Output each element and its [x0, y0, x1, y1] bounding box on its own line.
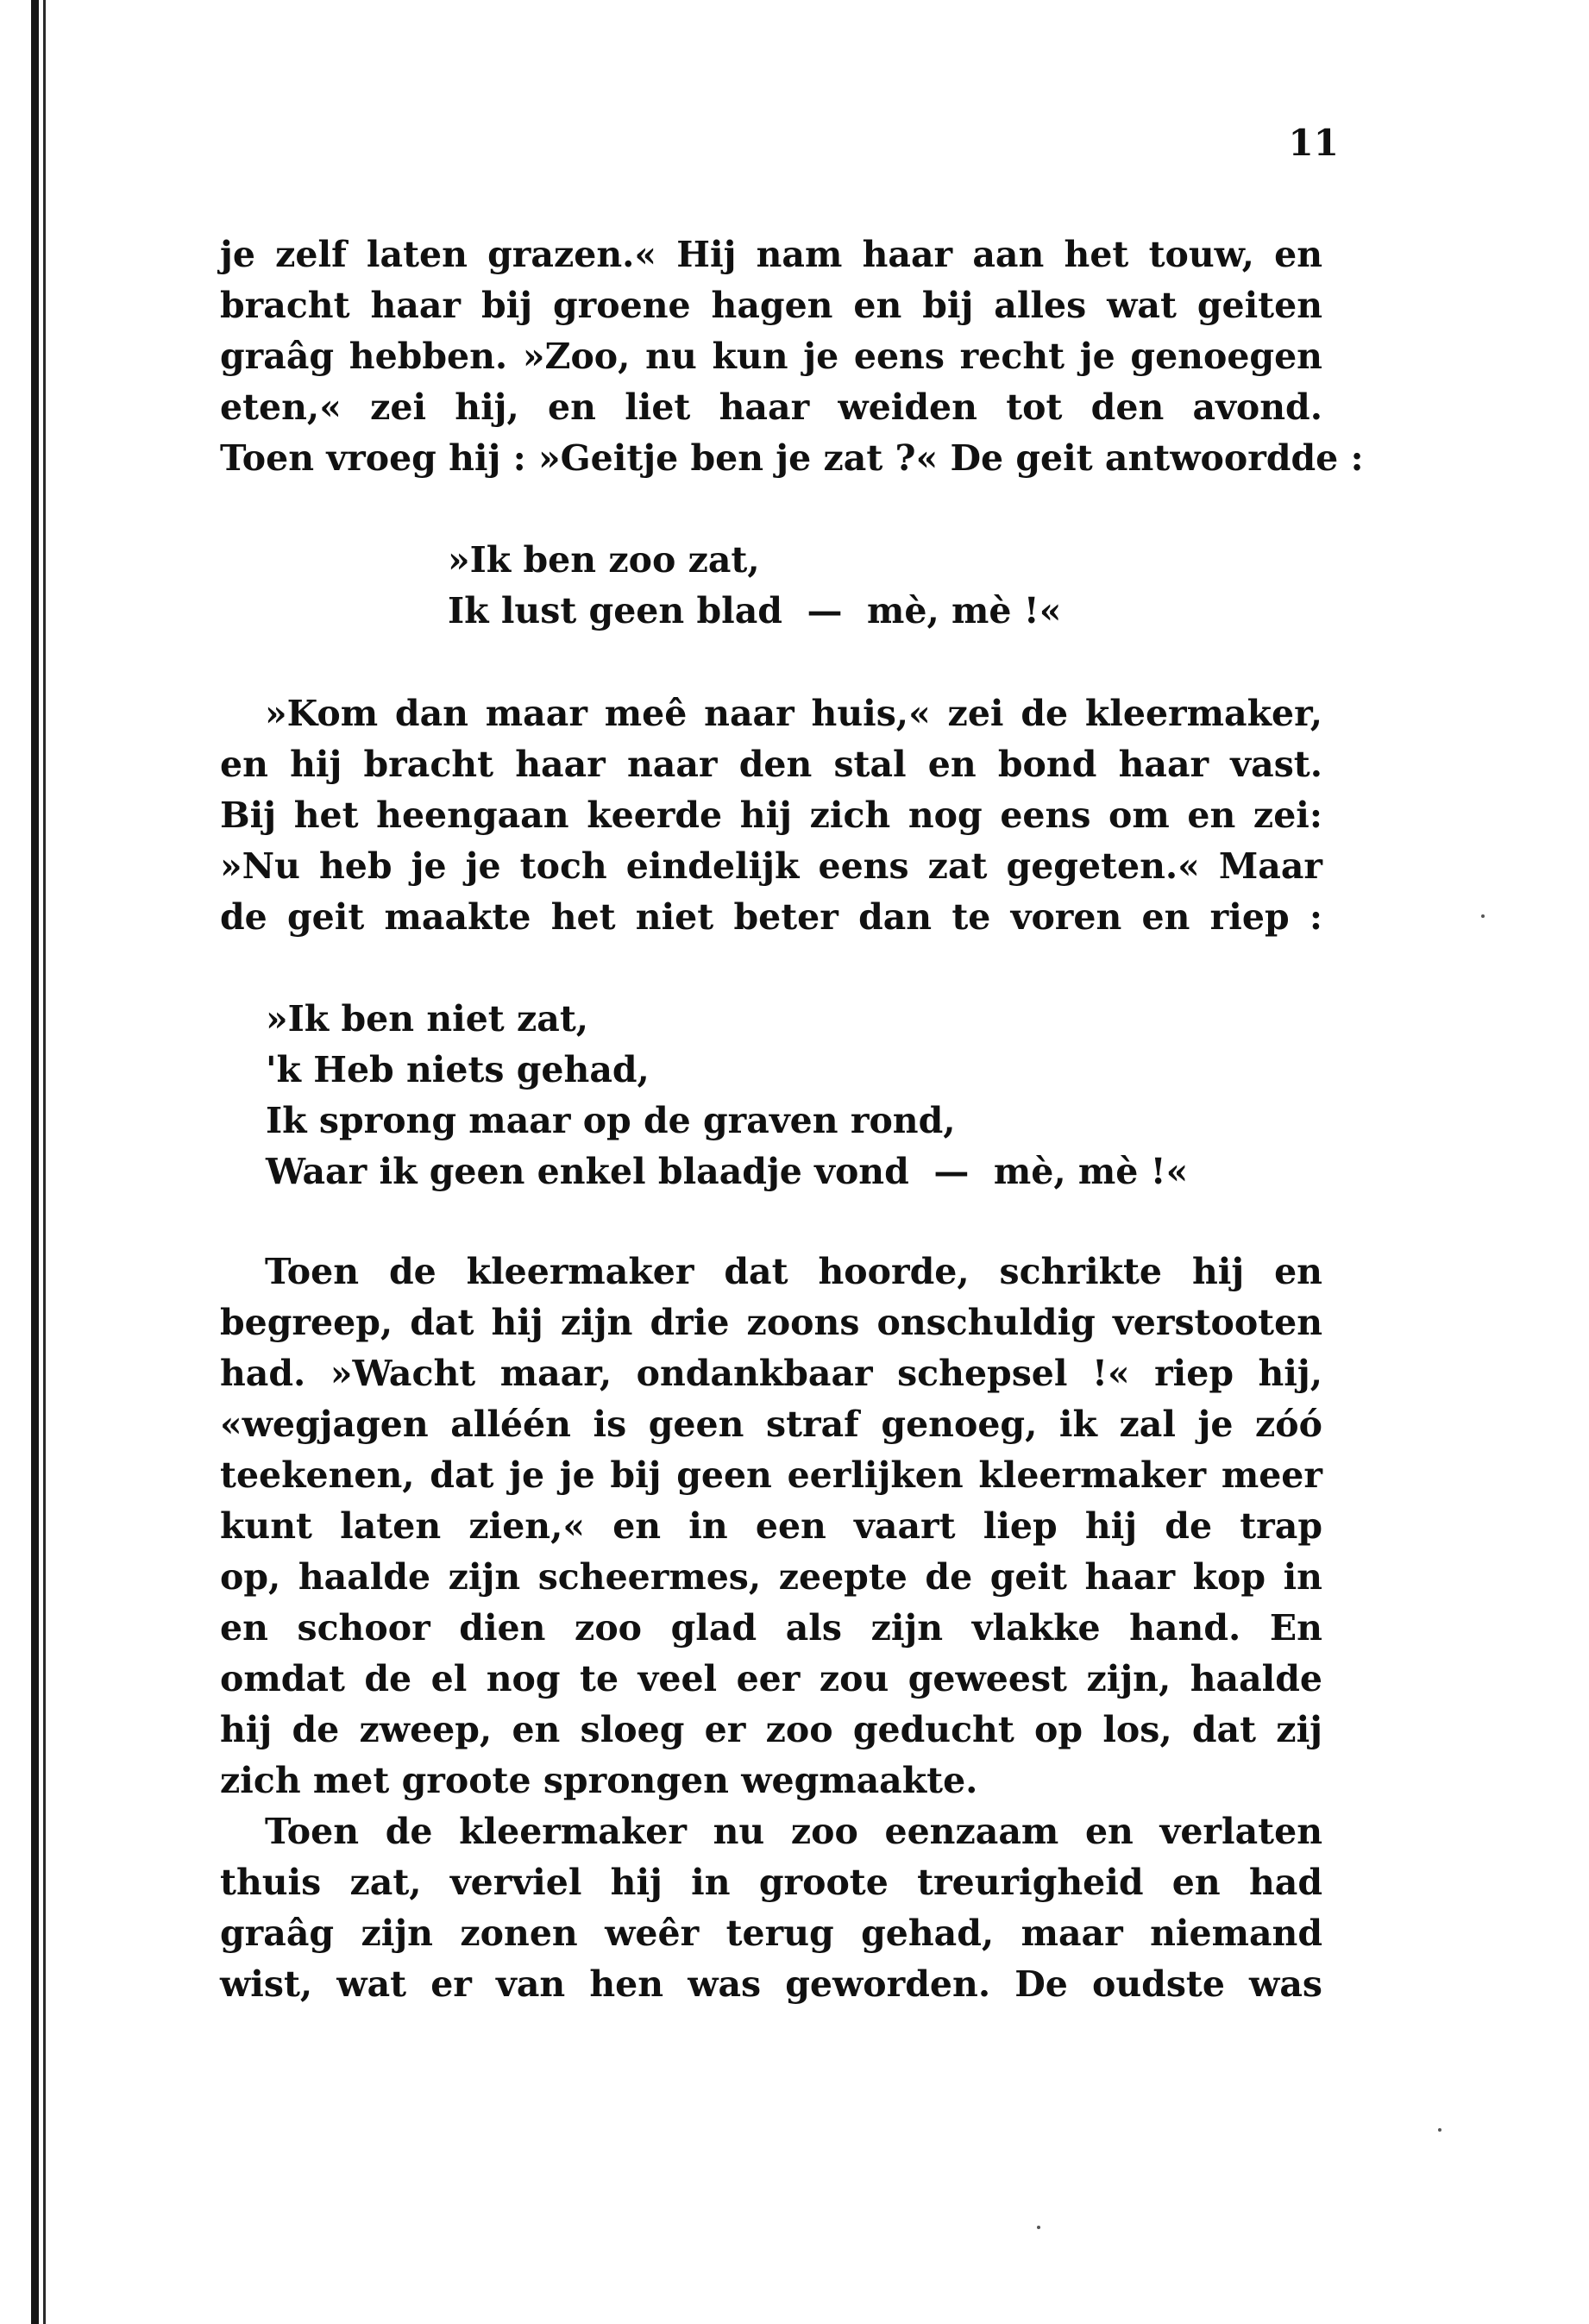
- text-line: Toen vroeg hij : »Geitje ben je zat ?« De geit antwoordde :: [220, 437, 1364, 479]
- verse-line: Waar ik geen enkel blaadje vond — mè, mè !«: [266, 1151, 1189, 1192]
- text-line: hij de zweep, en sloeg er zoo geducht op los, dat zij: [220, 1709, 1322, 1750]
- binding-edge-shadow: [43, 0, 46, 2324]
- verse-2: [266, 994, 1188, 1197]
- text-line: omdat de el nog te veel eer zou geweest zijn, haalde: [220, 1658, 1322, 1699]
- text-line: thuis zat, verviel hij in groote treurigheid en had: [220, 1862, 1322, 1903]
- text-line: op, haalde zijn scheermes, zeepte de geit haar kop in: [220, 1556, 1322, 1598]
- text-line: «wegjagen alléén is geen straf genoeg, ik zal je zóó: [220, 1404, 1322, 1445]
- paragraph-2: [220, 688, 1322, 943]
- verse-line: Ik sprong maar op de graven rond,: [266, 1100, 956, 1141]
- text-line: begreep, dat hij zijn drie zoons onschuldig verstooten: [220, 1302, 1322, 1343]
- text-line: teekenen, dat je je bij geen eerlijken kleermaker meer: [220, 1454, 1322, 1496]
- text-line: Bij het heengaan keerde hij zich nog eens om en zei:: [220, 795, 1322, 836]
- text-line: bracht haar bij groene hagen en bij alles wat geiten: [220, 285, 1322, 326]
- binding-edge: [31, 0, 39, 2324]
- verse-1: [448, 535, 1061, 637]
- text-line: kunt laten zien,« en in een vaart liep hij de trap: [220, 1505, 1322, 1547]
- page-number: 11: [1288, 122, 1339, 164]
- text-line: zich met groote sprongen wegmaakte.: [220, 1760, 978, 1801]
- text-line: Toen de kleermaker nu zoo eenzaam en verlaten: [265, 1811, 1322, 1852]
- paragraph-4: [220, 1806, 1322, 2010]
- text-line: »Kom dan maar meê naar huis,« zei de kleermaker,: [265, 693, 1322, 734]
- paper-speck: [1438, 2128, 1441, 2132]
- text-line: had. »Wacht maar, ondankbaar schepsel !« riep hij,: [220, 1353, 1322, 1394]
- text-line: en hij bracht haar naar den stal en bond haar vast.: [220, 744, 1322, 785]
- text-line: je zelf laten grazen.« Hij nam haar aan het touw, en: [220, 234, 1322, 275]
- paper-speck: [1481, 914, 1485, 918]
- text-line: wist, wat er van hen was geworden. De oudste was: [220, 1963, 1322, 2005]
- paragraph-1: [220, 229, 1364, 484]
- paper-speck: [1037, 2226, 1040, 2229]
- text-line: graâg hebben. »Zoo, nu kun je eens recht je genoegen: [220, 336, 1322, 377]
- text-line: en schoor dien zoo glad als zijn vlakke hand. En: [220, 1607, 1322, 1649]
- text-line: »Nu heb je je toch eindelijk eens zat gegeten.« Maar: [220, 845, 1322, 887]
- paragraph-3: [220, 1247, 1322, 1806]
- verse-line: »Ik ben niet zat,: [266, 998, 589, 1040]
- verse-line: 'k Heb niets gehad,: [266, 1049, 650, 1090]
- text-line: de geit maakte het niet beter dan te voren en riep :: [220, 896, 1322, 938]
- verse-line: »Ik ben zoo zat,: [448, 539, 760, 581]
- text-line: Toen de kleermaker dat hoorde, schrikte hij en: [265, 1251, 1322, 1292]
- verse-line: Ik lust geen blad — mè, mè !«: [448, 590, 1062, 631]
- text-line: graâg zijn zonen weêr terug gehad, maar niemand: [220, 1913, 1322, 1954]
- text-line: eten,« zei hij, en liet haar weiden tot den avond.: [220, 386, 1322, 428]
